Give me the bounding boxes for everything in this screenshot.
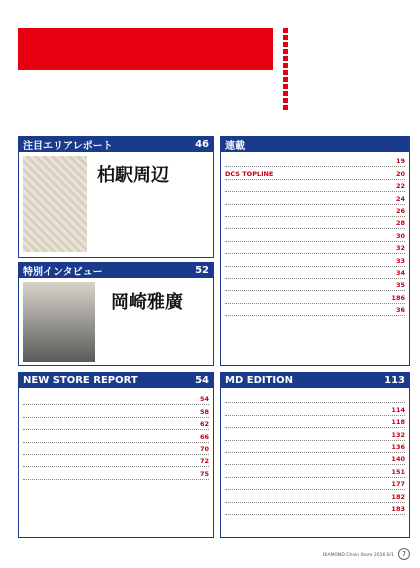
footer-text: DIAMOND Chain Store 2016.6/1 [322, 553, 394, 558]
legend-dot-icon [283, 42, 288, 47]
new-store-header [19, 373, 213, 388]
legend-dot-icon [283, 77, 288, 82]
new-store-panel [18, 372, 214, 538]
toc-item[interactable] [225, 167, 405, 179]
legend-item [283, 90, 413, 97]
legend-item [283, 41, 413, 48]
legend-item [283, 76, 413, 83]
legend-item [283, 27, 413, 34]
toc-item-page: 70 [199, 444, 209, 453]
legend-dot-icon [283, 91, 288, 96]
legend-item [283, 34, 413, 41]
interview-page: 52 [195, 265, 209, 276]
toc-item[interactable] [23, 467, 209, 479]
legend-item [283, 83, 413, 90]
toc-item[interactable] [225, 416, 405, 428]
toc-item-page: 183 [391, 504, 405, 513]
page-number: 7 [398, 548, 410, 560]
toc-item-page: 30 [395, 231, 405, 240]
legend-list [283, 27, 413, 111]
legend [283, 26, 413, 126]
legend-dot-icon [283, 105, 288, 110]
toc-item-page: 58 [199, 407, 209, 416]
md-edition-title: MD EDITION [225, 375, 293, 386]
series-title: 連載 [225, 141, 245, 152]
toc-item-page: 186 [391, 293, 405, 302]
toc-item-page: 75 [199, 469, 209, 478]
legend-dot-icon [283, 98, 288, 103]
interview-panel [18, 262, 214, 366]
toc-item[interactable] [225, 217, 405, 229]
legend-item [283, 48, 413, 55]
toc-item-page: 26 [395, 206, 405, 215]
area-report-page: 46 [195, 139, 209, 150]
toc-item[interactable] [23, 393, 209, 405]
toc-item[interactable] [23, 405, 209, 417]
legend-dot-icon [283, 70, 288, 75]
legend-item [283, 69, 413, 76]
legend-item [283, 55, 413, 62]
area-title: 柏駅周辺 [97, 165, 169, 186]
toc-item-page: 136 [391, 442, 405, 451]
red-header-band [18, 28, 273, 70]
toc-item[interactable] [23, 430, 209, 442]
series-list [225, 155, 405, 316]
toc-item[interactable] [225, 391, 405, 403]
area-report-panel [18, 136, 214, 258]
toc-item-page: 140 [391, 455, 405, 464]
area-report-title: 注目エリアレポート [23, 141, 113, 152]
legend-dot-icon [283, 28, 288, 33]
legend-dot-icon [283, 56, 288, 61]
toc-item[interactable] [225, 205, 405, 217]
md-edition-list [225, 391, 405, 515]
series-header [221, 137, 409, 152]
toc-item-page: 33 [395, 256, 405, 265]
legend-item [283, 97, 413, 104]
toc-item-page: 151 [391, 467, 405, 476]
toc-item-page: 177 [391, 480, 405, 489]
toc-item[interactable] [225, 428, 405, 440]
toc-item-page: 36 [395, 306, 405, 315]
toc-item[interactable] [225, 180, 405, 192]
toc-item[interactable] [225, 441, 405, 453]
toc-item[interactable] [225, 453, 405, 465]
toc-item[interactable] [225, 267, 405, 279]
legend-dot-icon [283, 49, 288, 54]
toc-item-page: 34 [395, 268, 405, 277]
area-map-image [23, 156, 87, 252]
toc-item[interactable] [225, 155, 405, 167]
series-panel [220, 136, 410, 366]
toc-item[interactable] [225, 279, 405, 291]
toc-item[interactable] [225, 291, 405, 303]
toc-item-page: 19 [395, 157, 405, 166]
new-store-title: NEW STORE REPORT [23, 375, 138, 386]
toc-item-page: 182 [391, 492, 405, 501]
toc-item-page: 54 [199, 395, 209, 404]
interview-photo [23, 282, 95, 362]
toc-item[interactable] [225, 503, 405, 515]
toc-item[interactable] [225, 229, 405, 241]
toc-item[interactable] [225, 254, 405, 266]
legend-item [283, 104, 413, 111]
toc-item[interactable] [225, 478, 405, 490]
toc-item-page: 28 [395, 219, 405, 228]
toc-item[interactable] [23, 443, 209, 455]
toc-item[interactable] [23, 418, 209, 430]
legend-dot-icon [283, 35, 288, 40]
toc-item[interactable] [23, 455, 209, 467]
area-report-header [19, 137, 213, 152]
toc-item-page: 35 [395, 281, 405, 290]
new-store-list [23, 393, 209, 480]
toc-item-page: 62 [199, 420, 209, 429]
toc-item-page: 114 [391, 405, 405, 414]
md-edition-header [221, 373, 409, 388]
toc-item[interactable] [225, 304, 405, 316]
interview-name: 岡崎雅廣 [111, 292, 183, 313]
toc-item[interactable] [225, 465, 405, 477]
md-edition-page: 113 [384, 375, 405, 386]
toc-item-page: 72 [199, 457, 209, 466]
toc-item-title: DCS TOPLINE [225, 169, 274, 178]
md-edition-panel [220, 372, 410, 538]
interview-title: 特別インタビュー [23, 267, 103, 278]
new-store-page: 54 [195, 375, 209, 386]
toc-item-page: 118 [391, 418, 405, 427]
toc-item-page: 32 [395, 244, 405, 253]
toc-item[interactable] [225, 403, 405, 415]
toc-item-page: 132 [391, 430, 405, 439]
legend-item [283, 62, 413, 69]
interview-header [19, 263, 213, 278]
toc-item-page: 22 [395, 182, 405, 191]
toc-item[interactable] [225, 192, 405, 204]
legend-dot-icon [283, 63, 288, 68]
toc-item-page: 24 [395, 194, 405, 203]
toc-item-page: 20 [395, 169, 405, 178]
toc-item[interactable] [225, 242, 405, 254]
toc-item-page: 66 [199, 432, 209, 441]
toc-item[interactable] [225, 490, 405, 502]
legend-dot-icon [283, 84, 288, 89]
